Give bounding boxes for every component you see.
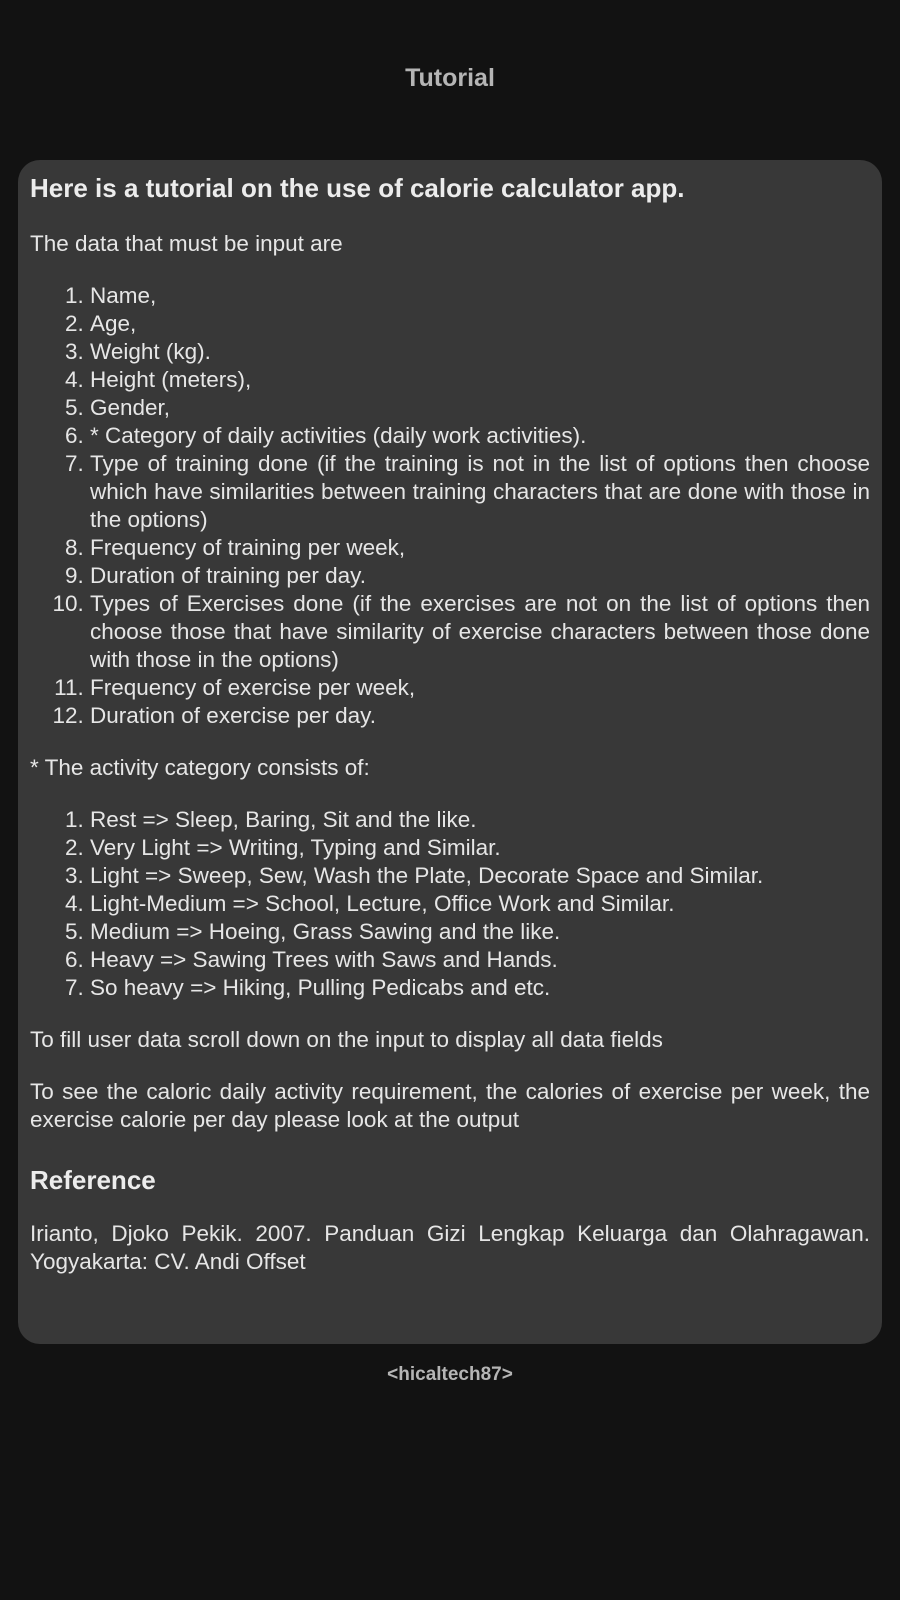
input-item: 12. Duration of exercise per day. [90,702,870,730]
activity-item: 6. Heavy => Sawing Trees with Saws and Hands. [90,946,870,974]
input-item: 10. Types of Exercises done (if the exercises are not on the list of options then choose those that have similarity of exercise characters between those done with those in the options) [90,590,870,674]
input-item: 3. Weight (kg). [90,338,870,366]
fill-note: To fill user data scroll down on the input to display all data fields [30,1027,663,1052]
input-item: 2. Age, [90,310,870,338]
activity-intro: * The activity category consists of: [30,755,370,780]
tutorial-heading: Here is a tutorial on the use of calorie calculator app. [30,173,685,203]
tutorial-card [18,160,882,1344]
output-note: To see the caloric daily activity requirement, the calories of exercise per week, the exercise calorie per day please look at the output [30,1079,870,1132]
input-item: 5. Gender, [90,394,870,422]
activity-list [30,806,870,1002]
footer-credit: <hicaltech87> [387,1364,513,1385]
input-item: 1. Name, [90,282,870,310]
activity-item: 3. Light => Sweep, Sew, Wash the Plate, Decorate Space and Similar. [90,862,870,890]
input-item: 7. Type of training done (if the training is not in the list of options then choose which have similarities between training characters that are done with those in the options) [90,450,870,534]
reference-text: Irianto, Djoko Pekik. 2007. Panduan Gizi Lengkap Keluarga dan Olahragawan. Yogyakarta: CV. Andi Offset [30,1221,870,1274]
activity-item: 5. Medium => Hoeing, Grass Sawing and the like. [90,918,870,946]
activity-item: 4. Light-Medium => School, Lecture, Office Work and Similar. [90,890,870,918]
inputs-intro: The data that must be input are [30,231,343,256]
activity-item: 7. So heavy => Hiking, Pulling Pedicabs and etc. [90,974,870,1002]
input-item: 9. Duration of training per day. [90,562,870,590]
input-item: 8. Frequency of training per week, [90,534,870,562]
activity-item: 1. Rest => Sleep, Baring, Sit and the like. [90,806,870,834]
reference-heading: Reference [30,1165,156,1195]
input-item: 4. Height (meters), [90,366,870,394]
activity-item: 2. Very Light => Writing, Typing and Similar. [90,834,870,862]
input-list [30,282,870,730]
page-title: Tutorial [405,64,495,92]
input-item: 11. Frequency of exercise per week, [90,674,870,702]
input-item: 6. * Category of daily activities (daily work activities). [90,422,870,450]
